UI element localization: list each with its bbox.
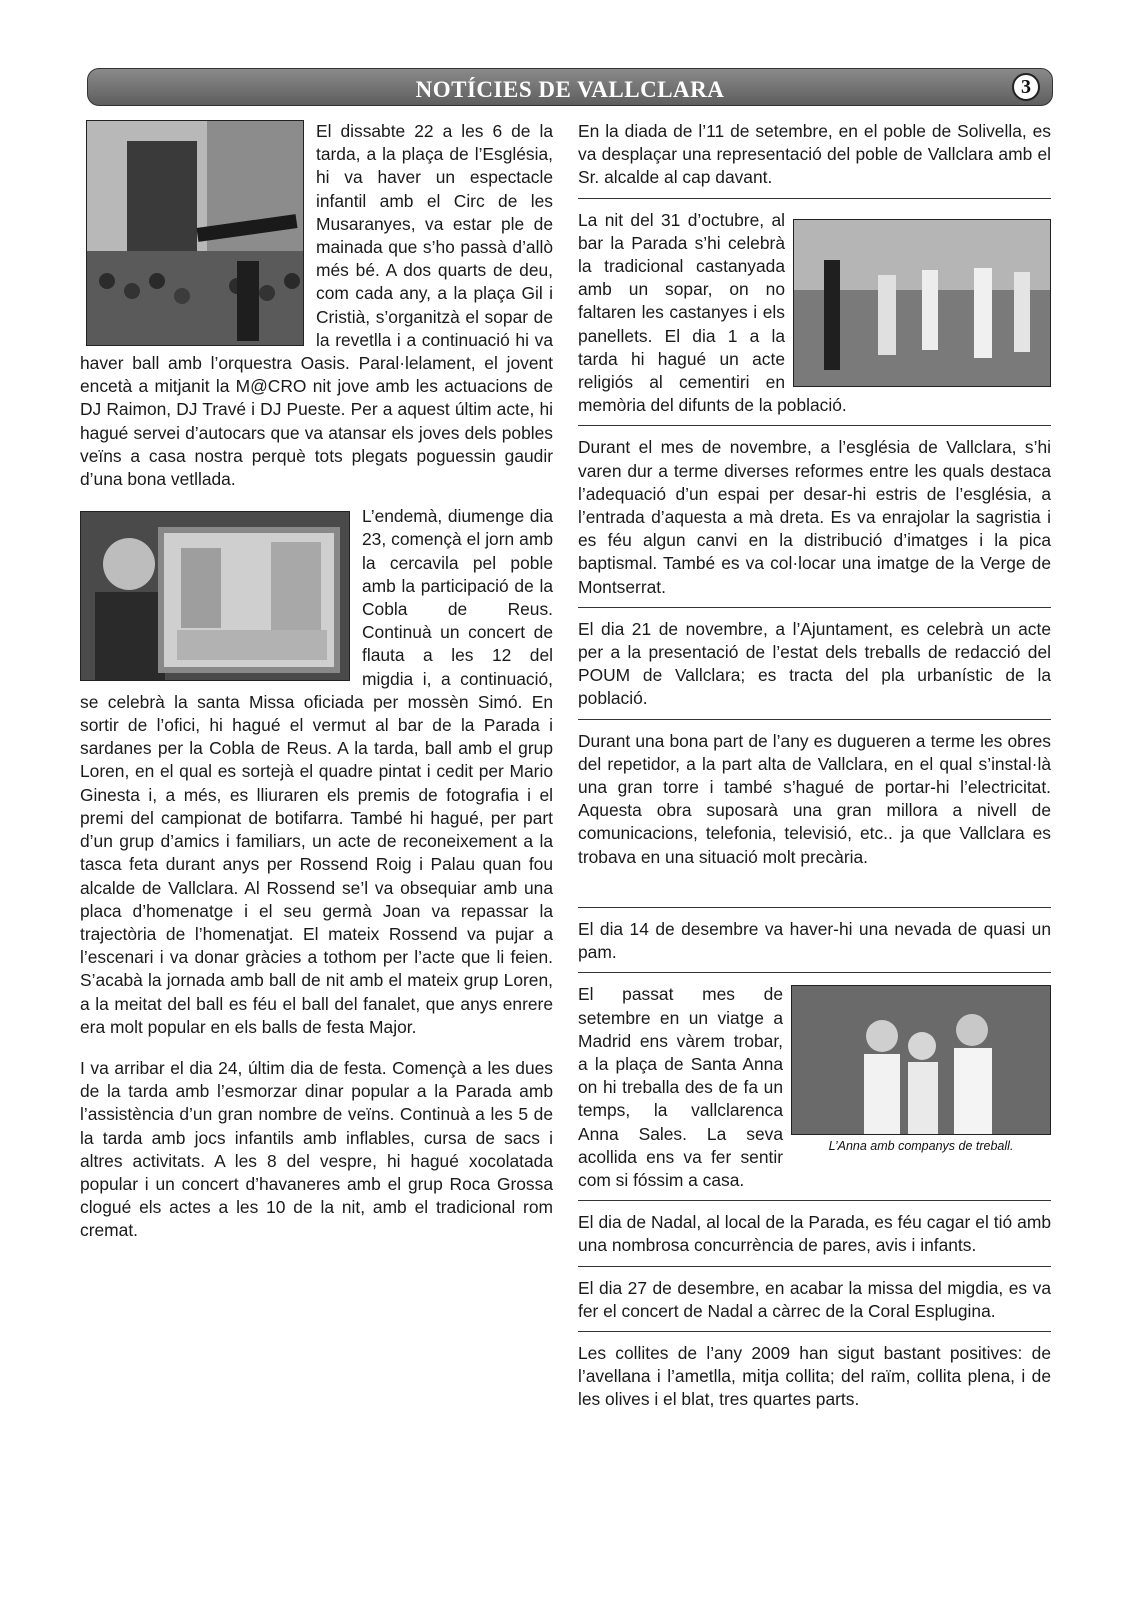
divider [578,907,1051,908]
left-column [80,120,553,1243]
divider [578,1266,1051,1267]
divider [578,1200,1051,1201]
right-paragraph-5: Durant una bona part de l’any es dugueren a terme les obres del repetidor, a la part alta de Vallclara, en el qual s’instal·là una gran torre i també s’hagué de portar-hi l’electricitat. Aquesta obra suposarà una gran millora a nivell de comunicacions, telefonia, televisió, etc.. ja que Vallclara es trobava en una situació molt precària. [578,730,1051,867]
page-title: NOTÍCIES DE VALLCLARA [415,77,725,102]
divider [578,425,1051,426]
page-number: 3 [1012,73,1040,101]
divider [578,1331,1051,1332]
left-paragraph-2-text: L’endemà, diumenge dia 23, començà el jorn amb la cercavila pel poble amb la participació de la Cobla de Reus. Continuà un concert de flauta a les 12 del migdia i, a continuació, se celebrà la santa Missa oficiada per mossèn Simó. En sortir de l’ofici, hi hagué el vermut al bar de la Parada i sardanes per la Cobla de Reus. A la tarda, ball amb el grup Loren, en el qual es sortejà el quadre pintat i cedit per Mario Ginesta i, a més, es lliuraren els premis de fotografia i el premi del campionat de botifarra. També hi hagué, per part d’un grup d’amics i familiars, un acte de reconeixement a la tasca feta durant anys per Rossend Roig i Palau quan fou alcalde de Vallclara. Al Rossend se’l va obsequiar amb una placa d’homenatge i el seu germà Joan va repassar la trajectòria de l’homenatjat. El mateix Rossend va pujar a l’escenari i va donar gràcies a tothom per l’acte que li feien. S’acabà la jornada amb ball de nit amb el mateix grup Loren, a la meitat del ball es féu el ball del fanalet, que anys enrere era molt popular en els balls de festa Major. [80,506,553,1037]
painting-photo [80,511,350,681]
madrid-photo-caption: L’Anna amb companys de treball. [828,1139,1014,1154]
divider [578,972,1051,973]
right-paragraph-4: El dia 21 de novembre, a l’Ajuntament, es celebrà un acte per a la presentació de l’estat dels treballs de redacció del POUM de Vallclara; es tracta del pla urbanístic de la població. [578,618,1051,709]
divider [578,607,1051,608]
right-paragraph-9: El dia 27 de desembre, en acabar la missa del migdia, es va fer el concert de Nadal a càrrec de la Coral Esplugina. [578,1277,1051,1321]
right-paragraph-6: El dia 14 de desembre va haver-hi una nevada de quasi un pam. [578,918,1051,963]
left-paragraph-1: El dissabte 22 a les 6 de la tarda, a la plaça de l’Església, hi va haver un espectacle infantil amb el Circ de les Musaranyes, va estar ple de mainada que s’ho passà d’allò més bé. A dos quarts de deu, com cada any, a la plaça Gil i Cristià, s’organitzà el sopar de la revetlla i a continuació hi va haver ball amb l’orquestra Oasis. Paral·lelament, el jovent encetà a mitjanit la M@CRO nit jove amb les actuacions de DJ Raimon, DJ Travé i DJ Pueste. Per a aquest últim acte, hi hagué servei d’autocars que va atansar els joves dels pobles veïns a casa nostra perquè tots plegats poguessin gaudir d’una bona vetllada. [80,121,553,490]
madrid-photo [791,985,1051,1135]
right-column [578,120,1051,1412]
right-paragraph-8: El dia de Nadal, al local de la Parada, es féu cagar el tió amb una nombrosa concurrència de pares, avis i infants. [578,1212,1051,1256]
right-paragraph-2: La nit del 31 d’octubre, al bar la Parada s’hi celebrà la tradicional castanyada amb un sopar, on no faltaren les castanyes i els panellets. El dia 1 a la tarda hi hagué un acte religiós al cementiri en memòria del difunts de la població. [578,209,847,416]
right-paragraph-7: El passat mes de setembre en un viatge a Madrid ens vàrem trobar, a la plaça de Santa Anna on hi treballa des de fa un temps, la vallclarenca Anna Sales. La seva acollida ens va fer sentir com si fóssim a casa. [578,984,783,1190]
right-paragraph-1: En la diada de l’11 de setembre, en el poble de Solivella, es va desplaçar una representació del poble de Vallclara amb el Sr. alcalde al cap davant. [578,121,1051,188]
circus-photo [86,120,304,346]
castanyada-photo [793,219,1051,387]
divider [578,719,1051,720]
left-paragraph-2 [80,505,553,1039]
page-header-banner [87,68,1053,106]
divider [578,198,1051,199]
madrid-photo-figure [791,985,1051,1153]
left-paragraph-3: I va arribar el dia 24, últim dia de festa. Començà a les dues de la tarda amb l’esmorzar dinar popular a la Parada amb l’assistència d’un gran nombre de veïns. Continuà a les 5 de la tarda amb jocs infantils amb inflables, cursa de sacs i altres activitats. A les 8 del vespre, hi hagué xocolatada popular i un concert d’havaneres amb el grup Roca Grossa clogué els actes a les 10 de la nit, amb el tradicional rom cremat. [80,1057,553,1241]
right-paragraph-3: Durant el mes de novembre, a l’església de Vallclara, s’hi varen dur a terme diverses reformes entre les quals destaca l’adequació d’un espai per desar-hi estris de l’església, a l’entrada d’aquesta a mà dreta. Es va enrajolar la sagristia i es féu algun canvi en la distribució d’imatges i la pica baptismal. També es va col·locar una imatge de la Verge de Montserrat. [578,437,1051,597]
right-paragraph-10: Les collites de l’any 2009 han sigut bastant positives: de l’avellana i l’ametlla, mitja collita; del raïm, collita plena, i de les olives i el blat, tres quartes parts. [578,1342,1051,1410]
